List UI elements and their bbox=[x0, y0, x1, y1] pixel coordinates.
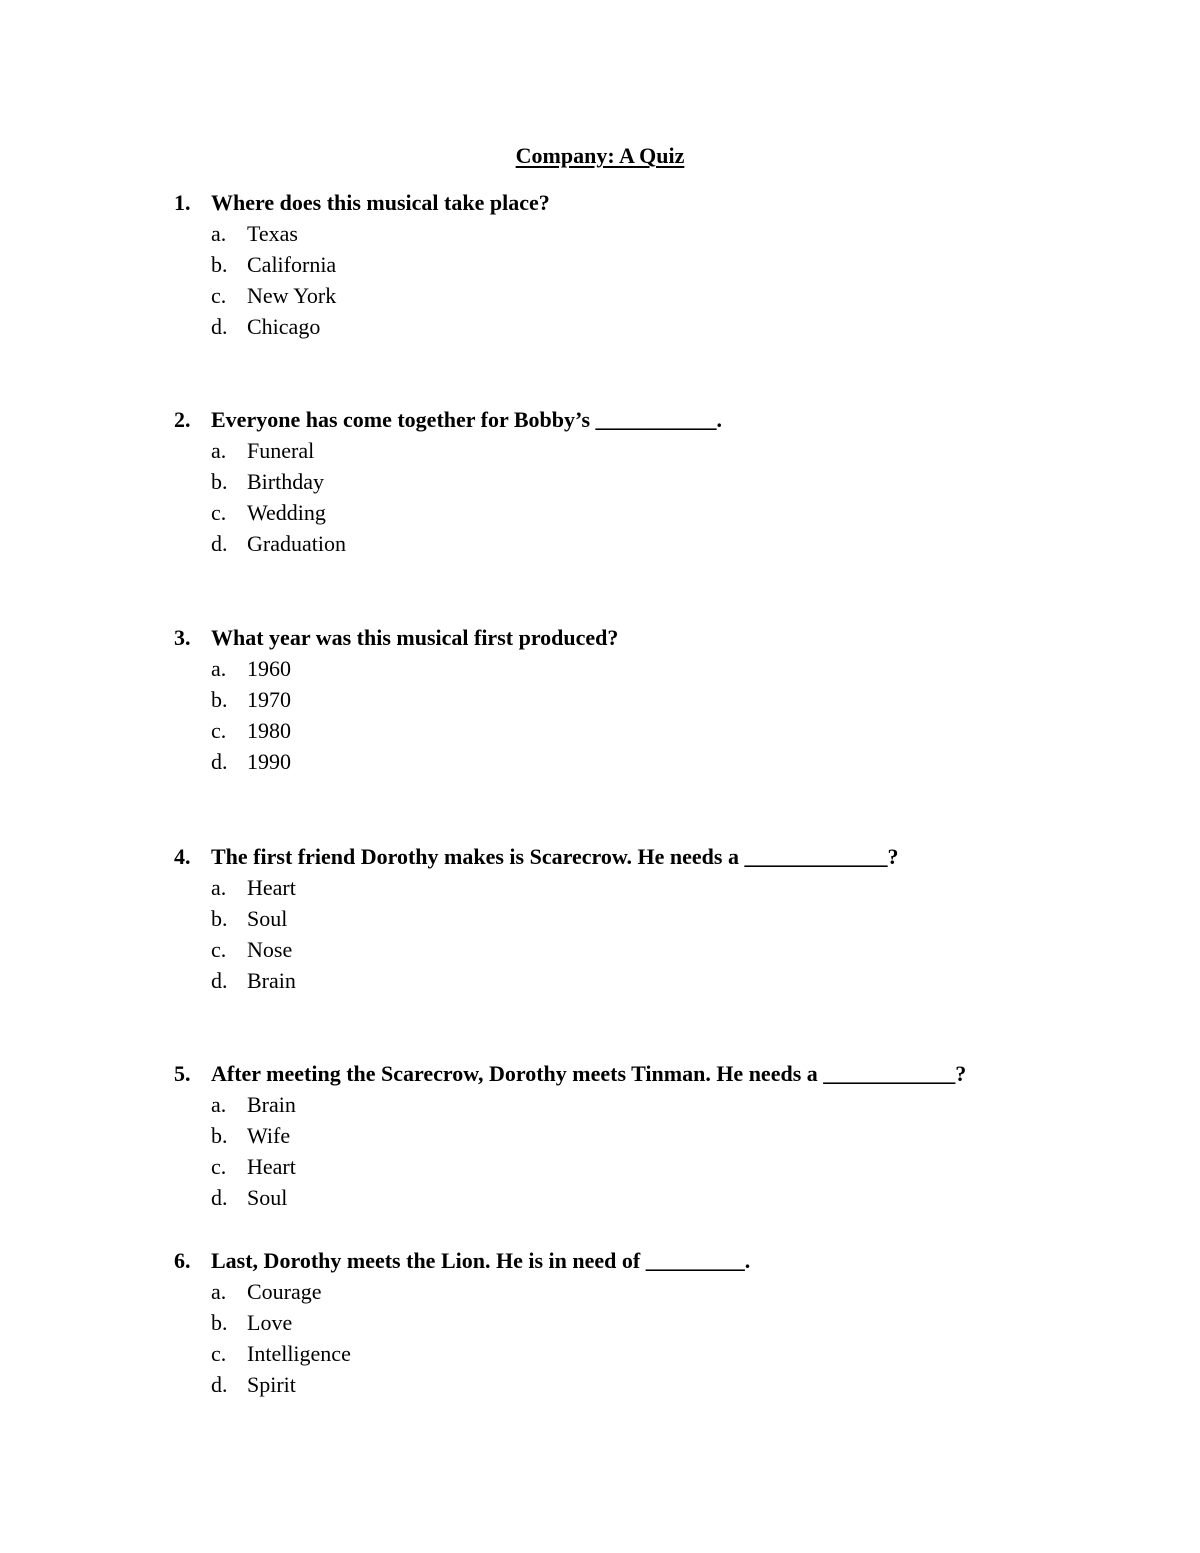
answer-option bbox=[0, 1276, 1200, 1307]
option-letter: a. bbox=[211, 1092, 227, 1117]
question-text: The first friend Dorothy makes is Scarecrow. He needs a _____________? bbox=[211, 844, 899, 869]
option-letter: c. bbox=[211, 500, 227, 525]
option-letter: d. bbox=[211, 314, 228, 339]
question-heading bbox=[0, 404, 1200, 435]
option-text: Nose bbox=[247, 937, 293, 962]
question-heading bbox=[0, 841, 1200, 872]
option-text: Soul bbox=[247, 906, 288, 931]
option-text: Birthday bbox=[247, 469, 324, 494]
option-text: Heart bbox=[247, 875, 296, 900]
option-letter: c. bbox=[211, 283, 227, 308]
option-letter: d. bbox=[211, 531, 228, 556]
answer-option bbox=[0, 528, 1200, 559]
option-letter: a. bbox=[211, 656, 227, 681]
option-text: 1990 bbox=[247, 749, 291, 774]
option-letter: d. bbox=[211, 1185, 228, 1210]
option-text: California bbox=[247, 252, 337, 277]
option-letter: c. bbox=[211, 718, 227, 743]
answer-option bbox=[0, 715, 1200, 746]
option-letter: a. bbox=[211, 1279, 227, 1304]
option-letter: b. bbox=[211, 906, 228, 931]
answer-option bbox=[0, 1089, 1200, 1120]
answer-option bbox=[0, 311, 1200, 342]
option-text: Wedding bbox=[247, 500, 326, 525]
option-text: Spirit bbox=[247, 1372, 296, 1397]
option-letter: b. bbox=[211, 687, 228, 712]
option-text: Texas bbox=[247, 221, 298, 246]
option-letter: d. bbox=[211, 749, 228, 774]
answer-option bbox=[0, 903, 1200, 934]
question-2 bbox=[0, 404, 1200, 559]
option-text: New York bbox=[247, 283, 337, 308]
question-number: 6. bbox=[174, 1248, 191, 1273]
question-5 bbox=[0, 1058, 1200, 1213]
question-heading bbox=[0, 1245, 1200, 1276]
option-text: 1970 bbox=[247, 687, 291, 712]
question-1 bbox=[0, 187, 1200, 342]
question-4 bbox=[0, 841, 1200, 996]
answer-option bbox=[0, 1151, 1200, 1182]
option-letter: d. bbox=[211, 1372, 228, 1397]
question-number: 4. bbox=[174, 844, 191, 869]
question-heading bbox=[0, 187, 1200, 218]
option-text: Courage bbox=[247, 1279, 322, 1304]
answer-option bbox=[0, 653, 1200, 684]
page-title: Company: A Quiz bbox=[515, 143, 685, 168]
answer-option bbox=[0, 1338, 1200, 1369]
option-text: Graduation bbox=[247, 531, 346, 556]
answer-option bbox=[0, 249, 1200, 280]
question-heading bbox=[0, 1058, 1200, 1089]
option-text: Heart bbox=[247, 1154, 296, 1179]
answer-option bbox=[0, 934, 1200, 965]
option-letter: d. bbox=[211, 968, 228, 993]
option-text: Chicago bbox=[247, 314, 321, 339]
answer-option bbox=[0, 466, 1200, 497]
option-letter: a. bbox=[211, 875, 227, 900]
option-letter: b. bbox=[211, 469, 228, 494]
answer-option bbox=[0, 218, 1200, 249]
option-text: Intelligence bbox=[247, 1341, 351, 1366]
option-text: Wife bbox=[247, 1123, 291, 1148]
option-letter: c. bbox=[211, 937, 227, 962]
option-letter: c. bbox=[211, 1154, 227, 1179]
answer-option bbox=[0, 1307, 1200, 1338]
answer-option bbox=[0, 684, 1200, 715]
answer-option bbox=[0, 965, 1200, 996]
question-3 bbox=[0, 622, 1200, 777]
question-number: 1. bbox=[174, 190, 191, 215]
question-6 bbox=[0, 1245, 1200, 1400]
question-number: 5. bbox=[174, 1061, 191, 1086]
answer-option bbox=[0, 872, 1200, 903]
question-text: What year was this musical first produced? bbox=[211, 625, 619, 650]
answer-option bbox=[0, 746, 1200, 777]
answer-option bbox=[0, 280, 1200, 311]
answer-option bbox=[0, 1120, 1200, 1151]
option-letter: b. bbox=[211, 1123, 228, 1148]
answer-option bbox=[0, 1182, 1200, 1213]
question-number: 2. bbox=[174, 407, 191, 432]
answer-option bbox=[0, 497, 1200, 528]
question-text: Last, Dorothy meets the Lion. He is in need of _________. bbox=[211, 1248, 751, 1273]
question-text: Everyone has come together for Bobby’s ___________. bbox=[211, 407, 723, 432]
option-text: Soul bbox=[247, 1185, 288, 1210]
question-heading bbox=[0, 622, 1200, 653]
question-text: After meeting the Scarecrow, Dorothy meets Tinman. He needs a ____________? bbox=[211, 1061, 967, 1086]
option-letter: a. bbox=[211, 438, 227, 463]
question-number: 3. bbox=[174, 625, 191, 650]
option-text: Brain bbox=[247, 1092, 296, 1117]
option-text: 1960 bbox=[247, 656, 291, 681]
option-text: Love bbox=[247, 1310, 293, 1335]
option-letter: b. bbox=[211, 1310, 228, 1335]
question-text: Where does this musical take place? bbox=[211, 190, 550, 215]
option-text: Brain bbox=[247, 968, 296, 993]
option-text: 1980 bbox=[247, 718, 291, 743]
answer-option bbox=[0, 1369, 1200, 1400]
option-letter: a. bbox=[211, 221, 227, 246]
answer-option bbox=[0, 435, 1200, 466]
option-letter: c. bbox=[211, 1341, 227, 1366]
option-letter: b. bbox=[211, 252, 228, 277]
option-text: Funeral bbox=[247, 438, 315, 463]
